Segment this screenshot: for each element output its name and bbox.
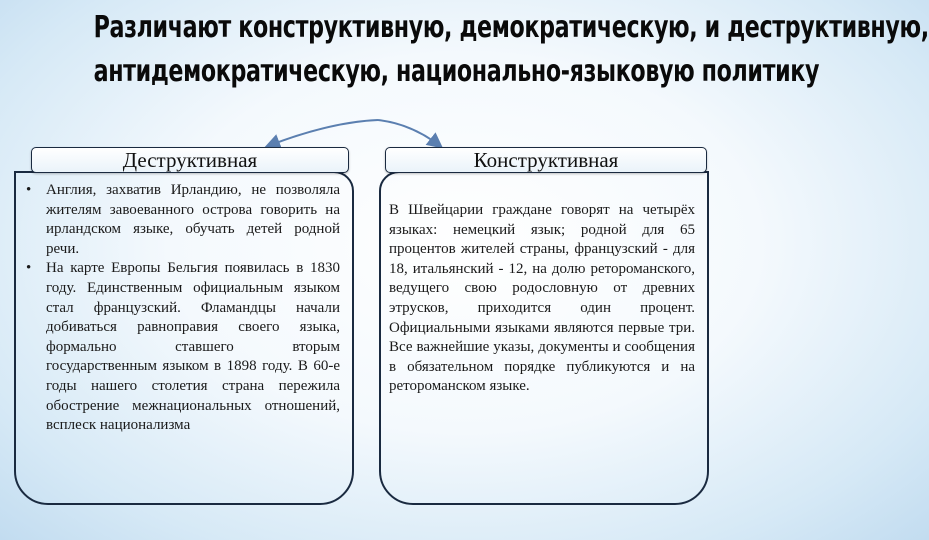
title-line-1: Различают конструктивную, демократическую, и деструктивную, [93,10,929,45]
branch-arrows [0,0,929,160]
bullet-england: • Англия, захватив Ирландию, не позволяла жителям завоеванного острова говорить на ирландском языке, обучать детей родной речи. [46,181,340,259]
bullet-belgium: • На карте Европы Бельгия появилась в 1830 году. Единственным официальным языком стал французский. Фламандцы начали добиваться равноправия своего языка, формально ставшего вторым государственным языком в 1898 году. В 60-е годы нашего столетия страна пережила обострение межнациональных отношений, всплеск национализма [46,259,340,435]
constructive-example: В Швейцарии граждане говорят на четырёх языках: немецкий язык; родной для 65 процентов жителей страны, французский - для 18, итальянский - 12, на долю ретороманского, ведущего свою родословную от древних этрусков, приходится один процент. Официальными языками являются первые три. Все важнейшие указы, документы и сообщения в обязательном порядке публикуются и на ретороманском языке. [389,202,695,395]
heading-constructive: Конструктивная [385,147,707,173]
destructive-examples [24,181,340,436]
arrow-right [378,120,440,146]
heading-destructive: Деструктивная [31,147,349,173]
title-line-2: антидемократическую, национально-языковую политику [93,54,820,89]
arrow-left [268,120,378,146]
